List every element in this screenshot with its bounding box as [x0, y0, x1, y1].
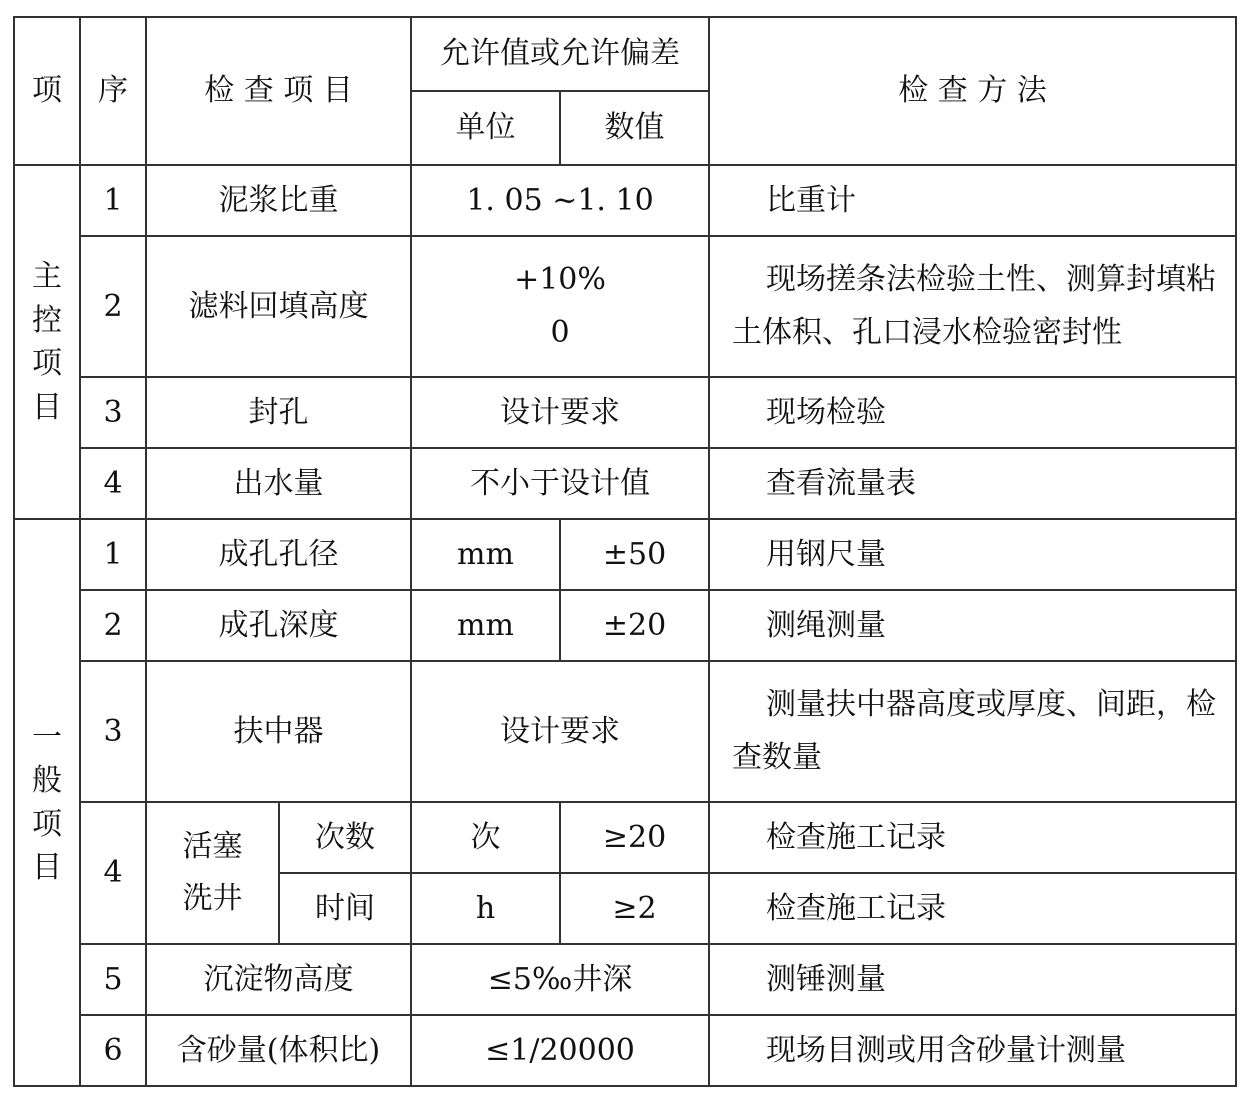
method-text: 现场搓条法检验土性、测算封填粘土体积、孔口浸水检验密封性 — [732, 262, 1216, 350]
value-cell: ±50 — [560, 519, 709, 590]
unit-cell: mm — [411, 519, 560, 590]
method-cell — [709, 377, 1236, 448]
item-cell: 含砂量(体积比) — [146, 1015, 411, 1086]
seq-cell: 2 — [80, 236, 146, 377]
allow-cell: ≤5‰井深 — [411, 944, 709, 1015]
table-row — [14, 377, 1236, 448]
method-text: 检查施工记录 — [766, 890, 946, 926]
allow-cell: 设计要求 — [411, 661, 709, 802]
method-cell — [709, 1015, 1236, 1086]
table-row — [14, 661, 1236, 802]
method-text: 测量扶中器高度或厚度、间距，检查数量 — [732, 687, 1216, 775]
seq-cell: 4 — [80, 448, 146, 519]
table-row — [14, 590, 1236, 661]
method-cell — [709, 448, 1236, 519]
allow-upper: +10% — [514, 262, 606, 297]
header-method: 检 查 方 法 — [709, 17, 1236, 165]
subitem-cell: 次数 — [279, 802, 411, 873]
item-cell: 出水量 — [146, 448, 411, 519]
item-cell: 扶中器 — [146, 661, 411, 802]
seq-cell: 1 — [80, 519, 146, 590]
method-cell — [709, 944, 1236, 1015]
value-cell: ±20 — [560, 590, 709, 661]
item-cell: 封孔 — [146, 377, 411, 448]
table-row — [14, 1015, 1236, 1086]
header-allowance: 允许值或允许偏差 — [411, 17, 709, 91]
allow-cell: 不小于设计值 — [411, 448, 709, 519]
item-cell: 泥浆比重 — [146, 165, 411, 236]
method-cell — [709, 590, 1236, 661]
table-row — [14, 802, 1236, 873]
value-cell: ≥20 — [560, 802, 709, 873]
group-main-label — [14, 165, 80, 519]
inspection-table-wrapper — [13, 16, 1237, 1087]
item-cell: 滤料回填高度 — [146, 236, 411, 377]
group-main-text: 主控项目 — [32, 259, 62, 425]
method-text: 检查施工记录 — [766, 819, 946, 855]
group-general-label — [14, 519, 80, 1086]
subitem-cell: 时间 — [279, 873, 411, 944]
item-cell: 成孔深度 — [146, 590, 411, 661]
seq-cell: 3 — [80, 661, 146, 802]
method-cell — [709, 236, 1236, 377]
method-text: 测锤测量 — [766, 961, 886, 997]
method-cell — [709, 661, 1236, 802]
value-cell: ≥2 — [560, 873, 709, 944]
method-text: 比重计 — [766, 182, 856, 218]
method-text: 测绳测量 — [766, 607, 886, 643]
table-row — [14, 165, 1236, 236]
table-row — [14, 236, 1236, 377]
method-text: 现场目测或用含砂量计测量 — [766, 1032, 1126, 1068]
method-text: 用钢尺量 — [766, 536, 886, 572]
seq-cell: 6 — [80, 1015, 146, 1086]
unit-cell: h — [411, 873, 560, 944]
allow-cell — [411, 236, 709, 377]
header-check-item: 检 查 项 目 — [146, 17, 411, 165]
table-row — [14, 519, 1236, 590]
table-row — [14, 448, 1236, 519]
seq-cell: 4 — [80, 802, 146, 944]
allow-cell: 设计要求 — [411, 377, 709, 448]
method-cell — [709, 802, 1236, 873]
inspection-table — [13, 16, 1237, 1087]
method-text: 查看流量表 — [766, 465, 916, 501]
item-text: 活塞洗井 — [182, 828, 243, 916]
item-cell: 沉淀物高度 — [146, 944, 411, 1015]
allow-lower: 0 — [550, 314, 570, 350]
header-item: 项 — [14, 17, 80, 165]
method-cell — [709, 519, 1236, 590]
item-cell: 成孔孔径 — [146, 519, 411, 590]
item-cell — [146, 802, 279, 944]
method-cell — [709, 873, 1236, 944]
allow-cell: 1. 05 ~1. 10 — [411, 165, 709, 236]
seq-cell: 1 — [80, 165, 146, 236]
seq-cell: 2 — [80, 590, 146, 661]
header-seq: 序 — [80, 17, 146, 165]
seq-cell: 5 — [80, 944, 146, 1015]
method-text: 现场检验 — [766, 394, 886, 430]
method-cell — [709, 165, 1236, 236]
table-row — [14, 944, 1236, 1015]
header-unit: 单位 — [411, 91, 560, 165]
unit-cell: mm — [411, 590, 560, 661]
allow-cell: ≤1/20000 — [411, 1015, 709, 1086]
unit-cell: 次 — [411, 802, 560, 873]
group-general-text: 一般项目 — [32, 719, 62, 885]
header-value: 数值 — [560, 91, 709, 165]
header-row-1 — [14, 17, 1236, 91]
seq-cell: 3 — [80, 377, 146, 448]
